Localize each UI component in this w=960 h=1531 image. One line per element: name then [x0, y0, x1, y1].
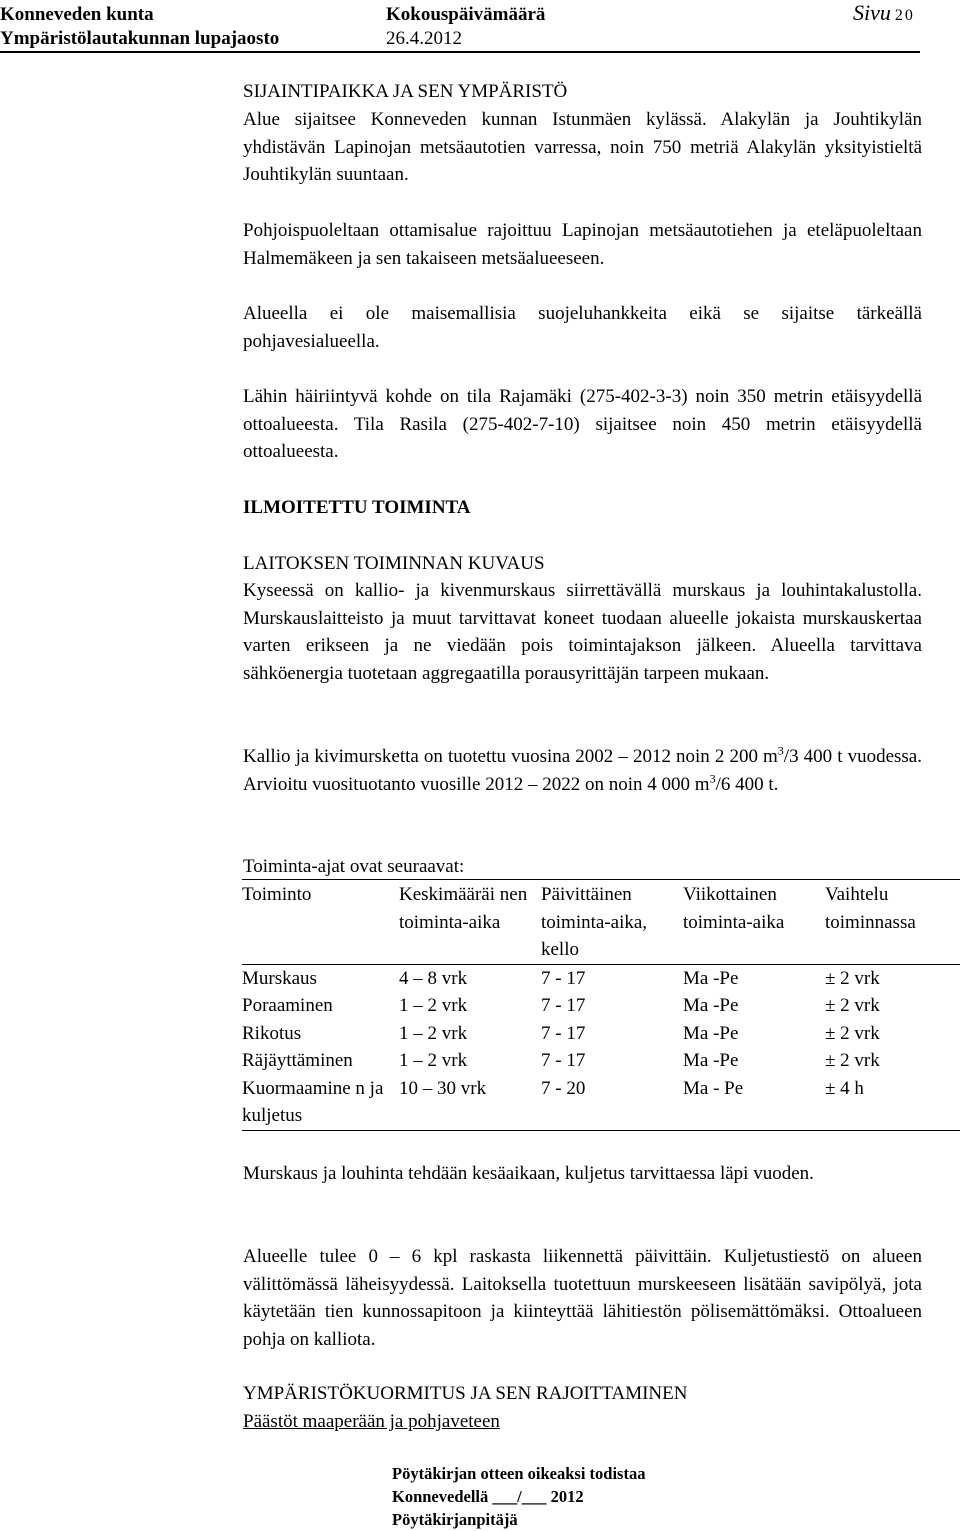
table-cell: Poraaminen [242, 995, 333, 1016]
table-row [242, 1047, 960, 1075]
volume-text-b: /3 400 t vuodessa. Arvioitu vuosituotanto vuosille 2012 – 2022 on noin 4 000 m [243, 746, 922, 795]
table-cell: 1 – 2 vrk [399, 1022, 468, 1044]
table-header-cell: Päivittäinen toiminta-aika, kello [541, 880, 683, 965]
header-rule [0, 51, 920, 53]
table-cell: 7 - 17 [541, 967, 586, 989]
table-cell: Räjäyttäminen [242, 1050, 353, 1071]
plant-paragraph: Kyseessä on kallio- ja kivenmurskaus siirrettävällä murskaus ja louhintakalustolla. Murskauslaitteisto ja muut tarvittavat koneet tuodaan alueelle jokaista murskauskertaa varten erikseen ja ne viedään pois toimintajakson jälkeen. Alueella tarvittava sähköenergia tuotetaan aggregaatilla porausyrittäjän tarpeen mukaan. [243, 580, 922, 684]
emission-subtitle: Päästöt maaperään ja pohjaveteen [243, 1411, 500, 1432]
footer-certification: Pöytäkirjan otteen oikeaksi todistaa [392, 1464, 646, 1483]
location-paragraph-3: Alueella ei ole maisemallisia suojeluhankkeita eikä se sijaitse tärkeällä pohjavesialueella. [243, 303, 922, 352]
org-name: Konneveden kunta [0, 4, 154, 25]
emission-title: YMPÄRISTÖKUORMITUS JA SEN RAJOITTAMINEN [243, 1383, 688, 1404]
volume-text-a: Kallio ja kivimurskettа on tuotettu vuosina 2002 – 2012 noin 2 200 m [243, 746, 778, 767]
table-cell: 1 – 2 vrk [399, 995, 468, 1016]
activity-title: ILMOITETTU TOIMINTA [243, 497, 471, 518]
date-label: Kokouspäivämäärä [386, 4, 546, 25]
volume-text-c: /6 400 t. [715, 773, 779, 795]
table-header-cell: Viikottainen toiminta-aika [683, 880, 825, 965]
table-header-cell: Keskimääräi nen toiminta-aika [399, 880, 541, 965]
plant-title: LAITOKSEN TOIMINNAN KUVAUS [243, 553, 545, 574]
table-cell: 1 – 2 vrk [399, 1050, 468, 1071]
table-cell: Ma -Pe [683, 995, 739, 1016]
table-cell: Kuormaamine n ja kuljetus [242, 1075, 399, 1131]
page-label: Sivu [853, 0, 891, 25]
table-cell: 7 - 17 [541, 1022, 586, 1044]
table-row [242, 992, 960, 1020]
table-cell: Murskaus [242, 967, 317, 989]
table-cell: ± 2 vrk [825, 1050, 880, 1071]
location-paragraph-2: Pohjoispuoleltaan ottamisalue rajoittuu Lapinojan metsäautotiehen ja eteläpuoleltaan Halmemäkeen ja sen takaiseen metsäalueeseen. [243, 220, 922, 269]
table-cell: 10 – 30 vrk [399, 1075, 541, 1131]
table-cell: Ma -Pe [683, 1050, 739, 1071]
table-cell: 7 - 17 [541, 995, 586, 1016]
volume-paragraph [243, 743, 922, 798]
table-row [242, 1075, 960, 1131]
table-cell: ± 2 vrk [825, 967, 880, 989]
superscript-3: 3 [709, 771, 716, 786]
table-cell: ± 4 h [825, 1075, 960, 1131]
footer-place-date: Konnevedellä ___/___ 2012 [392, 1487, 584, 1506]
table-row [242, 1020, 960, 1048]
closing-paragraph-1: Murskaus ja louhinta tehdään kesäaikaan, kuljetus tarvittaessa läpi vuoden. [243, 1163, 814, 1184]
table-cell: Ma - Pe [683, 1075, 825, 1131]
table-cell: Ma -Pe [683, 967, 739, 989]
table-cell: 4 – 8 vrk [399, 967, 468, 989]
table-cell: ± 2 vrk [825, 1022, 880, 1044]
table-cell: 7 - 17 [541, 1050, 586, 1071]
schedule-table [242, 879, 960, 1131]
page-number: 20 [894, 7, 915, 24]
table-cell: ± 2 vrk [825, 995, 880, 1016]
table-row [242, 964, 960, 992]
location-title: SIJAINTIPAIKKA JA SEN YMPÄRISTÖ [243, 81, 568, 102]
closing-paragraph-2: Alueelle tulee 0 – 6 kpl raskasta liikennettä päivittäin. Kuljetustiestö on alueen välittömässä läheisyydessä. Laitoksella tuotettuun murskeeseen lisätään savipölyä, jota käytetään tien kunnossapitoon ja kiinteyttää lähitiestön pölisemättömäksi. Ottoalueen pohja on kalliota. [243, 1246, 922, 1350]
table-cell: Rikotus [242, 1022, 302, 1044]
table-cell: 7 - 20 [541, 1075, 683, 1131]
location-paragraph-4: Lähin häiriintyvä kohde on tila Rajamäki (275-402-3-3) noin 350 metrin etäisyydellä ottoalueesta. Tila Rasila (275-402-7-10) sijaitsee noin 450 metrin etäisyydellä ottoalueesta. [243, 386, 922, 462]
table-header-cell: Toiminto [242, 880, 399, 965]
page-indicator [853, 0, 915, 26]
page-header [0, 0, 960, 60]
board-name: Ympäristölautakunnan lupajaosto [0, 28, 280, 49]
location-paragraph-1: Alue sijaitsee Konneveden kunnan Istunmäen kylässä. Alakylän ja Jouhtikylän yhdistävän Lapinojan metsäautotien varressa, noin 750 metriä Alakylän yksityistieltä Jouhtikylän suuntaan. [243, 109, 922, 185]
meeting-date: 26.4.2012 [386, 28, 462, 49]
superscript-3: 3 [777, 743, 784, 758]
table-header-row [242, 880, 960, 965]
table-cell: Ma -Pe [683, 1022, 739, 1044]
table-header-cell: Vaihtelu toiminnassa [825, 880, 960, 965]
schedule-intro: Toiminta-ajat ovat seuraavat: [243, 856, 465, 877]
footer-secretary: Pöytäkirjanpitäjä [392, 1510, 518, 1529]
